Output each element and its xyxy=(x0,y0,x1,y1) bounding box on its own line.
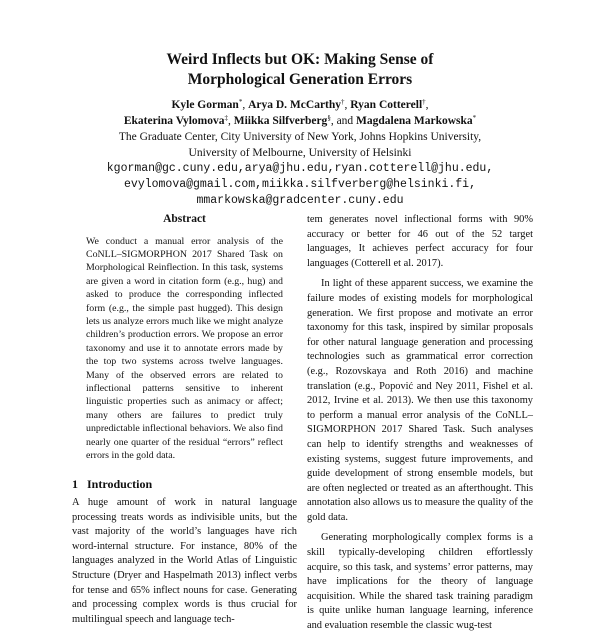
section-number: 1 xyxy=(72,476,78,491)
author-mark: ‡ xyxy=(224,114,228,122)
authors-line2: Ekaterina Vylomova‡, Miikka Silfverberg§, and Magdalena Markowska* xyxy=(123,114,477,127)
author-name: Magdalena Markowska xyxy=(356,115,473,127)
right-column xyxy=(307,213,533,634)
right-paragraph-2: Generating morphologically complex forms is a skill typically-developing children effortlessly acquire, so this task, and systems’ error patterns, may have implications for the theory of language acquisition. While the shared task training paradigm is quite unlike human language learning, inference and evaluation resemble the classic wug-test xyxy=(307,532,533,632)
author-name: Arya D. McCarthy xyxy=(248,99,342,111)
and-word: and xyxy=(336,115,354,127)
paper-title-line1: Weird Inflects but OK: Making Sense of xyxy=(166,51,434,68)
section-heading-introduction xyxy=(72,477,297,492)
author-name: Kyle Gorman xyxy=(171,99,239,111)
abstract-body: We conduct a manual error analysis of the CoNLL–SIGMORPHON 2017 Shared Task on Morphological Reinflection. In this task, systems are given a word in citation form (e.g., hug) and asked to produce the corresponding inflected form (e.g., the simple past hugged). This design lets us analyze errors much like we might analyze children’s production errors. We propose an error taxonomy and use it to annotate errors made by the top two systems across twelve languages. Many of the observed errors are related to inflectional patterns sensitive to inherent linguistic properties such as animacy or affect; many others are failures to predict truly unpredictable inflectional behaviors. We also find nearly one quarter of the residual “errors” reflect errors in the gold data. xyxy=(86,235,283,462)
right-paragraph-0: tem generates novel inflectional forms with 90% accuracy or better for 46 out of the 52 target languages, It achieves perfect accuracy for four languages (Cotterell et al. 2017). xyxy=(307,214,533,269)
right-paragraph-1: In light of these apparent success, we examine the failure modes of existing models for morphological generation. We first propose and motivate an error taxonomy for this task, inspired by similar proposals for other natural language generation and processing technologies such as grammatical error correction (e.g., Rozovskaya and Roth 2016) and machine translation (e.g., Popović and Ney 2011, Fishel et al. 2012, Irvine et al. 2013). We then use this taxonomy to perform a manual error analysis of the CoNLL–SIGMORPHON 2017 Shared Task. Such analyses can help to identify strengths and weaknesses of existing systems, suggest future improvements, and guide development of strong ensemble models, but are often neglected or treated as an afterthought. This annotation also allows us to measure the quality of the gold data. xyxy=(307,278,533,523)
author-mark: † xyxy=(341,98,345,106)
email-line3: mmarkowska@gradcenter.cuny.edu xyxy=(196,194,404,207)
email-line2: evylomova@gmail.com,miikka.silfverberg@helsinki.fi, xyxy=(124,178,476,191)
affiliation-line1: The Graduate Center, City University of New York, Johns Hopkins University, xyxy=(118,131,482,143)
intro-paragraph-1: A huge amount of work in natural language processing treats words as indivisible units, but the vast majority of the world’s languages have rich word-internal structure. For instance, 80% of the languages analyzed in the World Atlas of Linguistic Structure (Dryer and Haspelmath 2013) inflect verbs for tense and 65% inflect nouns for case. Generating and processing complex words is thus crucial for multilingual speech and language tech- xyxy=(72,497,297,625)
section-title: Introduction xyxy=(87,476,153,491)
abstract-heading: Abstract xyxy=(163,213,206,225)
paper-title-line2: Morphological Generation Errors xyxy=(187,71,413,88)
authors-line1: Kyle Gorman*, Arya D. McCarthy†, Ryan Cotterell†, xyxy=(171,98,429,111)
author-mark: * xyxy=(472,114,477,122)
author-mark: † xyxy=(422,98,426,106)
author-name: Ryan Cotterell xyxy=(350,99,423,111)
affiliation-line2: University of Melbourne, University of Helsinki xyxy=(188,147,412,159)
author-mark: * xyxy=(238,98,243,106)
author-name: Ekaterina Vylomova xyxy=(123,115,225,127)
author-mark: § xyxy=(327,114,331,122)
author-name: Miikka Silfverberg xyxy=(233,115,328,127)
email-line1: kgorman@gc.cuny.edu,arya@jhu.edu,ryan.cotterell@jhu.edu, xyxy=(106,162,494,175)
left-column xyxy=(72,212,297,627)
